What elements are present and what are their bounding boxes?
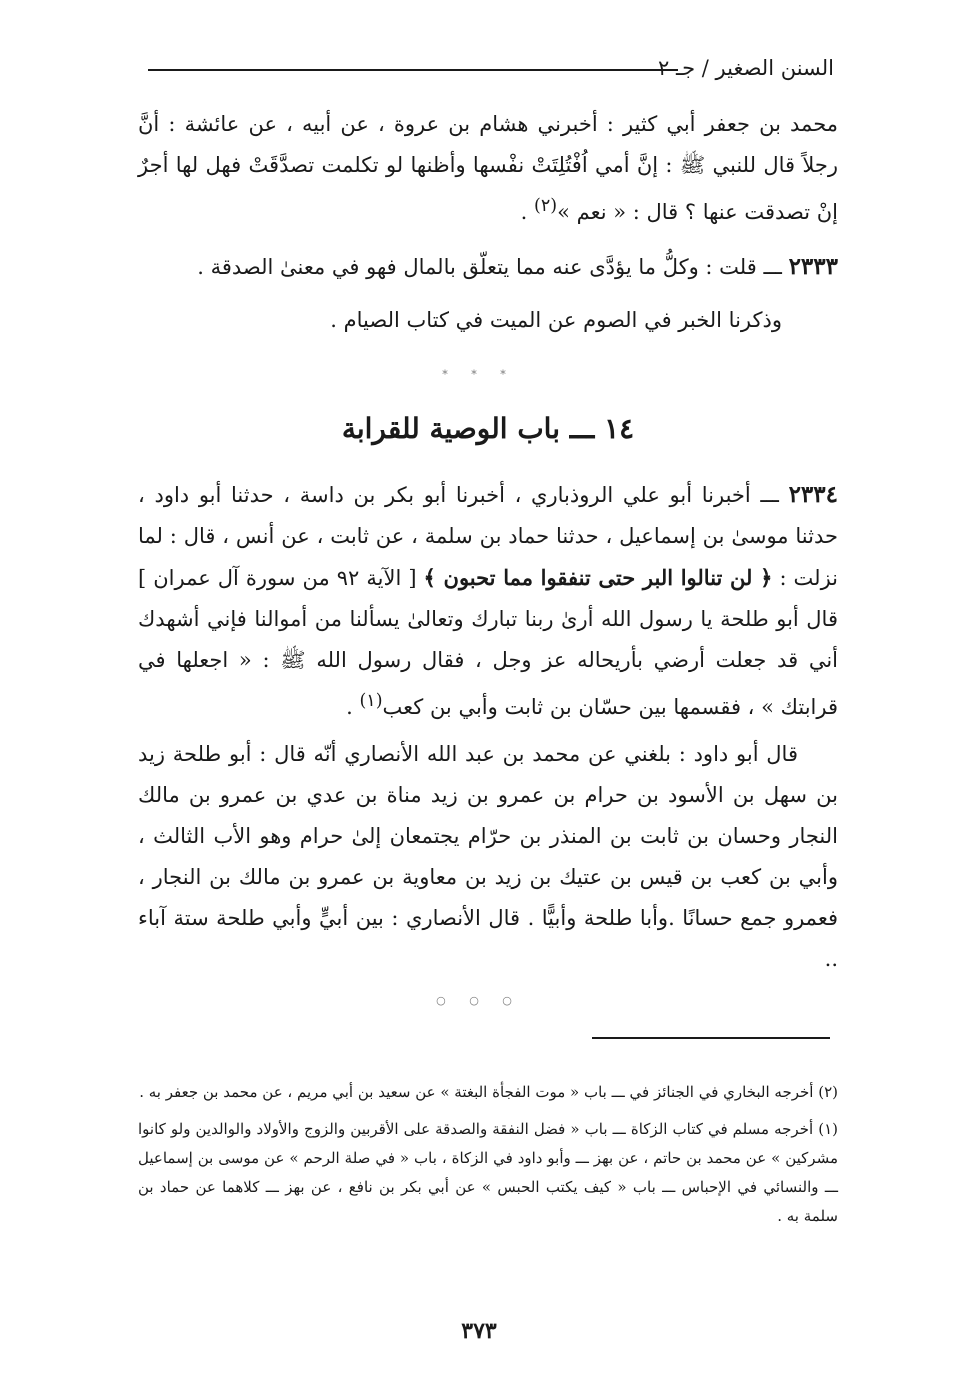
header-title: السنن الصغير / جـ ٢ [658, 56, 834, 80]
footnote-ref: (٢) [534, 196, 558, 216]
quran-verse: ﴿ لن تنالوا البر حتى تنفقوا مما تحبون ﴾ [423, 565, 773, 590]
section-separator: ○ ○ ○ [436, 994, 522, 1007]
footnotes [138, 1078, 838, 1239]
hadith-text-part1: ـــ أخبرنا أبو علي الروذباري ، أخبرنا أبو بكر بن داسة ، حدثنا أبو داود ، حدثنا موسىٰ بن إسماعيل ، حدثنا حماد بن سلمة ، عن ثابت ، عن أنس ، قال : لما نزلت : [138, 483, 839, 590]
footnote-1: (١) أخرجه مسلم في كتاب الزكاة ـــ باب « فضل النفقة والصدقة على الأقربين والزوج والأولاد والوالدين ولو كانوا مشركين » عن محمد بن حاتم ، عن بهز ـــ وأبو داود في الزكاة ، باب « في صلة الرحم » عن موسى بن إسماعيل ـــ والنسائي في الإحباس ـــ باب « كيف يكتب الحبس » عن أبي بكر بن نافع ، عن بهز ـــ كلاهما عن حماد بن سلمة به . [138, 1120, 838, 1225]
paragraph-fasting-note [138, 300, 838, 341]
paragraph-text: قال أبو داود : بلغني عن محمد بن عبد الله الأنصاري أنّه قال : أبو طلحة زيد بن سهل بن الأسود بن حرام بن عمرو بن زيد مناة بن عدي بن عمرو بن مالك النجار وحسان بن ثابت بن المنذر بن حرّام يجتمعان إلىٰ حرام وهو الأب الثالث ، وأبي بن كعب بن قيس بن عتيك بن زيد بن معاوية بن عمرو بن مالك بن النجار ، فعمرو جمع حسانًا .وأبا طلحة وأبيًّا . قال الأنصاري : بين أبيٍّ وأبي طلحة ستة آباء .. [138, 742, 838, 971]
paragraph-end: . [520, 200, 535, 224]
hadith-text-part2: قال أبو طلحة يا رسول الله أرىٰ ربنا تبارك وتعالىٰ يسألنا من أموالنا فإني أشهدك أني قد جعلت أرضي بأريحاله عز وجل ، فقال رسول الله ﷺ : « اجعلها في قرابتك » ، فقسمها بين حسّان بن ثابت وأبي بن كعب [138, 607, 838, 719]
paragraph-2333 [138, 246, 838, 288]
footnote-ref: (١) [359, 691, 383, 711]
running-header [148, 56, 838, 86]
hadith-number: ٢٣٣٣ [788, 253, 838, 280]
section-separator: * * * [442, 368, 516, 381]
paragraph-2334 [138, 474, 838, 728]
page-number: ٣٧٣ [461, 1318, 497, 1344]
paragraph-abu-dawud [138, 734, 838, 980]
footnote-2: (٢) أخرجه البخاري في الجنائز في ـــ باب « موت الفجأة البغتة » عن سعيد بن أبي مريم ، عن محمد بن جعفر به . [139, 1083, 838, 1101]
paragraph-end: . [346, 695, 360, 719]
paragraph-aisha-hadith [138, 104, 838, 233]
footnote-rule [592, 1037, 830, 1039]
paragraph-text: ـــ قلت : وكلُّ ما يؤدَّى عنه مما يتعلّق بالمال فهو في معنىٰ الصدقة . [197, 255, 789, 279]
verse-reference: [ الآية ٩٢ من سورة آل عمران ] [138, 566, 424, 590]
header-rule [148, 69, 678, 71]
paragraph-text: وذكرنا الخبر في الصوم عن الميت في كتاب الصيام . [330, 308, 782, 332]
hadith-number: ٢٣٣٤ [788, 481, 838, 508]
paragraph-text: محمد بن جعفر أبي كثير : أخبرني هشام بن عروة ، عن أبيه ، عن عائشة : أنَّ رجلاً قال للنبي ﷺ : إنَّ أمي اُفْتُلِتَتْ نفْسها وأظنها لو تكلمت تصدَّقَتْ فهل لها أجرٌ إنْ تصدقت عنها ؟ قال : « نعم » [138, 112, 838, 224]
chapter-title: ١٤ ـــ باب الوصية للقرابة [341, 412, 635, 445]
